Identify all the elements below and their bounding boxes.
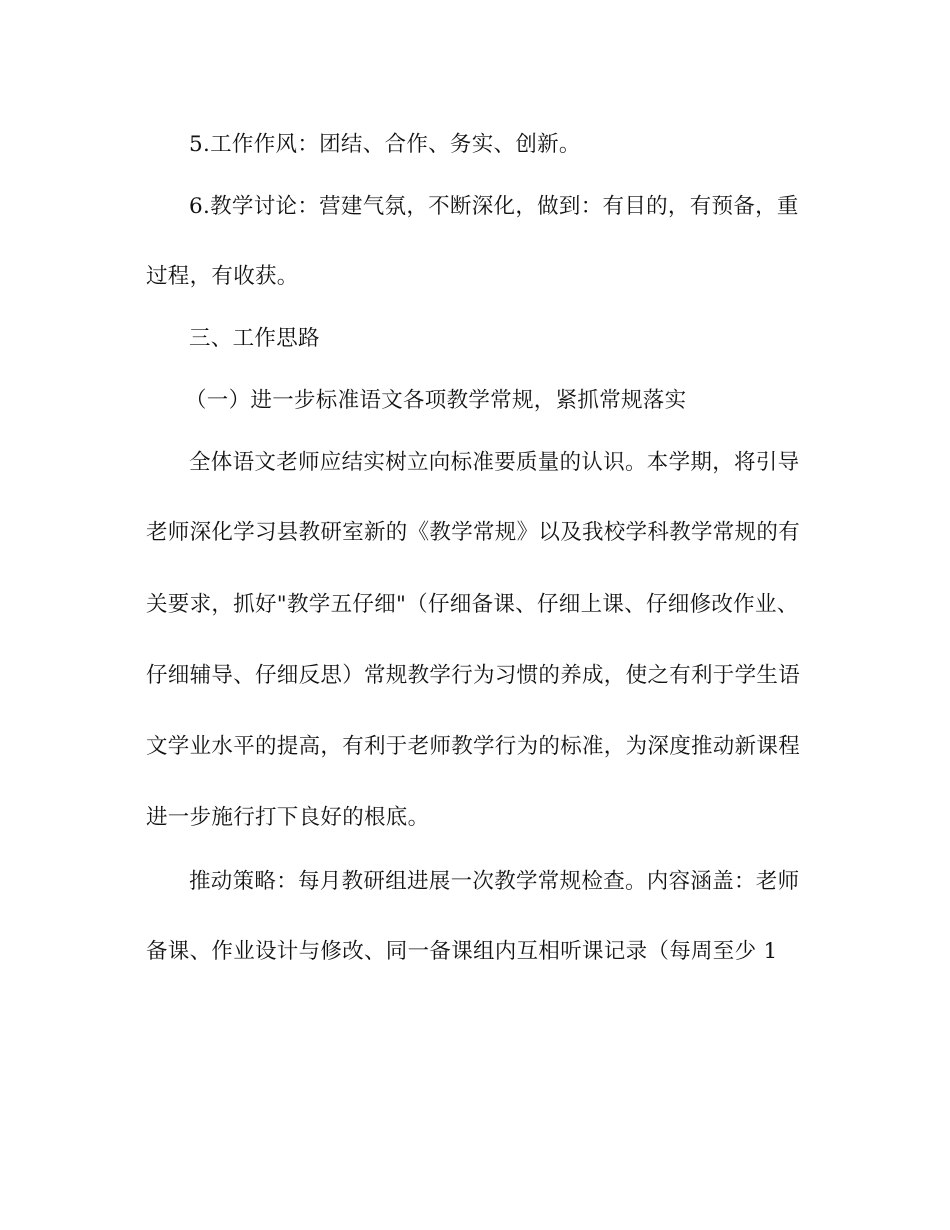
section-heading: 三、工作思路 [189,326,320,351]
text-line-10: 文学业水平的提高，有利于老师教学行为的标准，为深度推动新课程 [146,734,801,759]
text-line-12: 推动策略：每月教研组进展一次教学常规检查。内容涵盖：老师 [189,869,800,894]
text-line-9: 仔细辅导、仔细反思）常规教学行为习惯的养成，使之有利于学生语 [146,663,801,688]
subsection-heading: （一）进一步标准语文各项教学常规，紧抓常规落实 [185,388,687,413]
text-line-13: 备课、作业设计与修改、同一备课组内互相听课记录（每周至少 1 [146,939,778,964]
text-line-6: 全体语文老师应结实树立向标准要质量的认识。本学期，将引导 [189,450,800,475]
text-line-7: 老师深化学习县教研室新的《教学常规》以及我校学科教学常规的有 [146,520,801,545]
text-line-1: 5.工作作风：团结、合作、务实、创新。 [189,132,581,157]
text-line-8: 关要求，抓好"教学五仔细"（仔细备课、仔细上课、仔细修改作业、 [146,592,799,617]
text-line-3: 过程，有收获。 [146,264,299,289]
text-line-2: 6.教学讨论：营建气氛，不断深化，做到：有目的，有预备，重 [189,194,799,219]
text-line-11: 进一步施行打下良好的根底。 [146,805,430,830]
